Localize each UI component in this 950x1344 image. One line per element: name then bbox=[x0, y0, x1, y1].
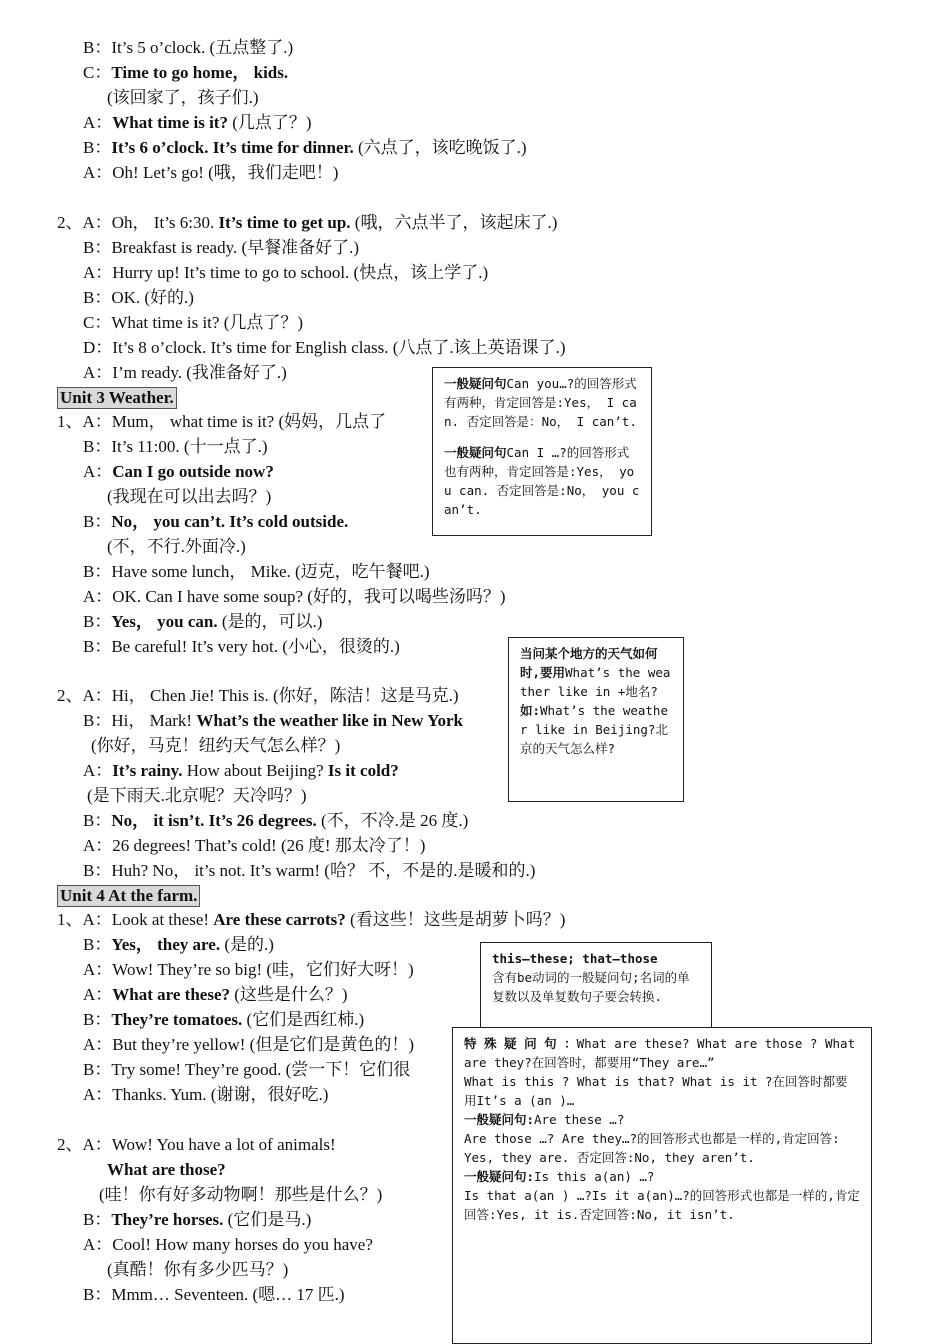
dialogue-line: A：Wow! They’re so big! (哇，它们好大呀！) bbox=[83, 960, 414, 979]
dialogue-line: A：Cool! How many horses do you have? bbox=[83, 1235, 373, 1254]
translation-line: (是下雨天.北京呢？天冷吗？) bbox=[87, 786, 307, 805]
dialogue-line: B：They’re tomatoes. (它们是西红柿.) bbox=[83, 1010, 365, 1029]
dialogue-line: B：They’re horses. (它们是马.) bbox=[83, 1210, 312, 1229]
translation-line: (你好，马克！纽约天气怎么样？) bbox=[91, 736, 341, 755]
translation-line: (哇！你有好多动物啊！那些是什么？) bbox=[99, 1185, 383, 1204]
dialogue-line: D：It’s 8 o’clock. It’s time for English class. (八点了.该上英语课了.) bbox=[83, 338, 566, 357]
note-paragraph: 一般疑问句Can you…?的回答形式有两种，肯定回答是:Yes， I can. 否定回答是：No， I can’t. bbox=[444, 376, 637, 429]
note-paragraph: 一般疑问句:Is this a(an) …? bbox=[464, 1169, 655, 1184]
note-paragraph: 如:What’s the weather like in Beijing?北京的天气怎么样? bbox=[520, 703, 668, 756]
note-box-weather bbox=[508, 637, 684, 802]
translation-line: (该回家了，孩子们.) bbox=[107, 88, 259, 107]
note-paragraph: 当问某个地方的天气如何时,要用What’s the weather like in +地名? bbox=[520, 646, 671, 699]
dialogue-line: A：OK. Can I have some soup? (好的，我可以喝些汤吗？) bbox=[83, 587, 506, 606]
dialogue-line: A：I’m ready. (我准备好了.) bbox=[83, 363, 287, 382]
dialogue-line: B：Hi， Mark! What’s the weather like in New York bbox=[83, 711, 463, 730]
translation-line: (真酷！你有多少匹马？) bbox=[107, 1260, 289, 1279]
dialogue-line: B：OK. (好的.) bbox=[83, 288, 194, 307]
dialogue-line: B：Mmm… Seventeen. (嗯… 17 匹.) bbox=[83, 1285, 345, 1304]
unit3-heading: Unit 3 Weather. bbox=[57, 387, 177, 409]
unit4-heading: Unit 4 At the farm. bbox=[57, 885, 200, 907]
note-box-can-questions bbox=[432, 367, 652, 536]
dialogue-line: A：What time is it? (几点了？) bbox=[83, 113, 312, 132]
note-paragraph: What is this ? What is that? What is it ?在回答时都要用It’s a (an )… bbox=[464, 1074, 848, 1108]
note-paragraph: 一般疑问句:Are these …? bbox=[464, 1112, 625, 1127]
note-box-plurals bbox=[480, 942, 712, 1032]
dialogue-line: B：Try some! They’re good. (尝一下！它们很 bbox=[83, 1060, 411, 1079]
dialogue-line: B：Breakfast is ready. (早餐准备好了.) bbox=[83, 238, 360, 257]
dialogue-line: B：Have some lunch， Mike. (迈克，吃午餐吧.) bbox=[83, 562, 430, 581]
note-paragraph: 含有be动词的一般疑问句;名词的单复数以及单复数句子要会转换. bbox=[492, 970, 690, 1004]
note-paragraph: Is that a(an ) …?Is it a(an)…?的回答形式也都是一样的,肯定回答:Yes, it is.否定回答:No, it isn’t. bbox=[464, 1188, 860, 1222]
note-paragraph: 特 殊 疑 问 句 ：What are these? What are those ? What are they?在回答时，都要用“They are…” bbox=[464, 1036, 856, 1070]
dialogue-line: 1、A：Mum， what time is it? (妈妈，几点了 bbox=[57, 412, 387, 431]
dialogue-line: B：Huh? No， it’s not. It’s warm! (哈？ 不，不是的.是暖和的.) bbox=[83, 861, 536, 880]
dialogue-line: C：What time is it? (几点了？) bbox=[83, 313, 304, 332]
dialogue-line: B：Be careful! It’s very hot. (小心，很烫的.) bbox=[83, 637, 400, 656]
translation-line: (不，不行.外面冷.) bbox=[107, 537, 246, 556]
dialogue-line: A：Can I go outside now? bbox=[83, 462, 274, 481]
dialogue-line: A：Oh! Let’s go! (哦，我们走吧！) bbox=[83, 163, 339, 182]
dialogue-line: B：No， it isn’t. It’s 26 degrees. (不，不冷.是 26 度.) bbox=[83, 811, 469, 830]
note-paragraph: Yes, they are. 否定回答:No, they aren’t. bbox=[464, 1150, 755, 1165]
dialogue-line: A：Thanks. Yum. (谢谢，很好吃.) bbox=[83, 1085, 329, 1104]
dialogue-line: 1、A：Look at these! Are these carrots? (看这些！这些是胡萝卜吗？) bbox=[57, 910, 566, 929]
dialogue-line: 2、A：Wow! You have a lot of animals! bbox=[57, 1135, 336, 1154]
dialogue-line: B：No， you can’t. It’s cold outside. bbox=[83, 512, 349, 531]
note-paragraph: Are those …? Are they…?的回答形式也都是一样的,肯定回答: bbox=[464, 1131, 840, 1146]
dialogue-line: A：What are these? (这些是什么？) bbox=[83, 985, 348, 1004]
dialogue-line: B：It’s 6 o’clock. It’s time for dinner. (六点了，该吃晚饭了.) bbox=[83, 138, 527, 157]
note-box-question-types bbox=[452, 1027, 872, 1344]
dialogue-line: 2、A：Hi， Chen Jie! This is. (你好，陈洁！这是马克.) bbox=[57, 686, 459, 705]
dialogue-line: A：It’s rainy. How about Beijing? Is it cold? bbox=[83, 761, 399, 780]
note-paragraph: 一般疑问句Can I …?的回答形式也有两种，肯定回答是:Yes， you can. 否定回答是:No， you can’t. bbox=[444, 445, 640, 517]
dialogue-line: 2、A：Oh， It’s 6:30. It’s time to get up. (哦，六点半了，该起床了.) bbox=[57, 213, 558, 232]
dialogue-line: A：Hurry up! It’s time to go to school. (快点，该上学了.) bbox=[83, 263, 489, 282]
dialogue-line: B：It’s 5 o’clock. (五点整了.) bbox=[83, 38, 294, 57]
note-paragraph: this—these; that—those bbox=[492, 951, 658, 966]
dialogue-line: C：Time to go home， kids. bbox=[83, 63, 289, 82]
dialogue-line: A：But they’re yellow! (但是它们是黄色的！) bbox=[83, 1035, 414, 1054]
translation-line: (我现在可以出去吗？) bbox=[107, 487, 272, 506]
dialogue-line: A：26 degrees! That’s cold! (26 度! 那太冷了！) bbox=[83, 836, 426, 855]
dialogue-line: B：It’s 11:00. (十一点了.) bbox=[83, 437, 268, 456]
dialogue-line: B：Yes， you can. (是的，可以.) bbox=[83, 612, 323, 631]
dialogue-line: B：Yes， they are. (是的.) bbox=[83, 935, 274, 954]
dialogue-line: What are those? bbox=[107, 1160, 226, 1179]
